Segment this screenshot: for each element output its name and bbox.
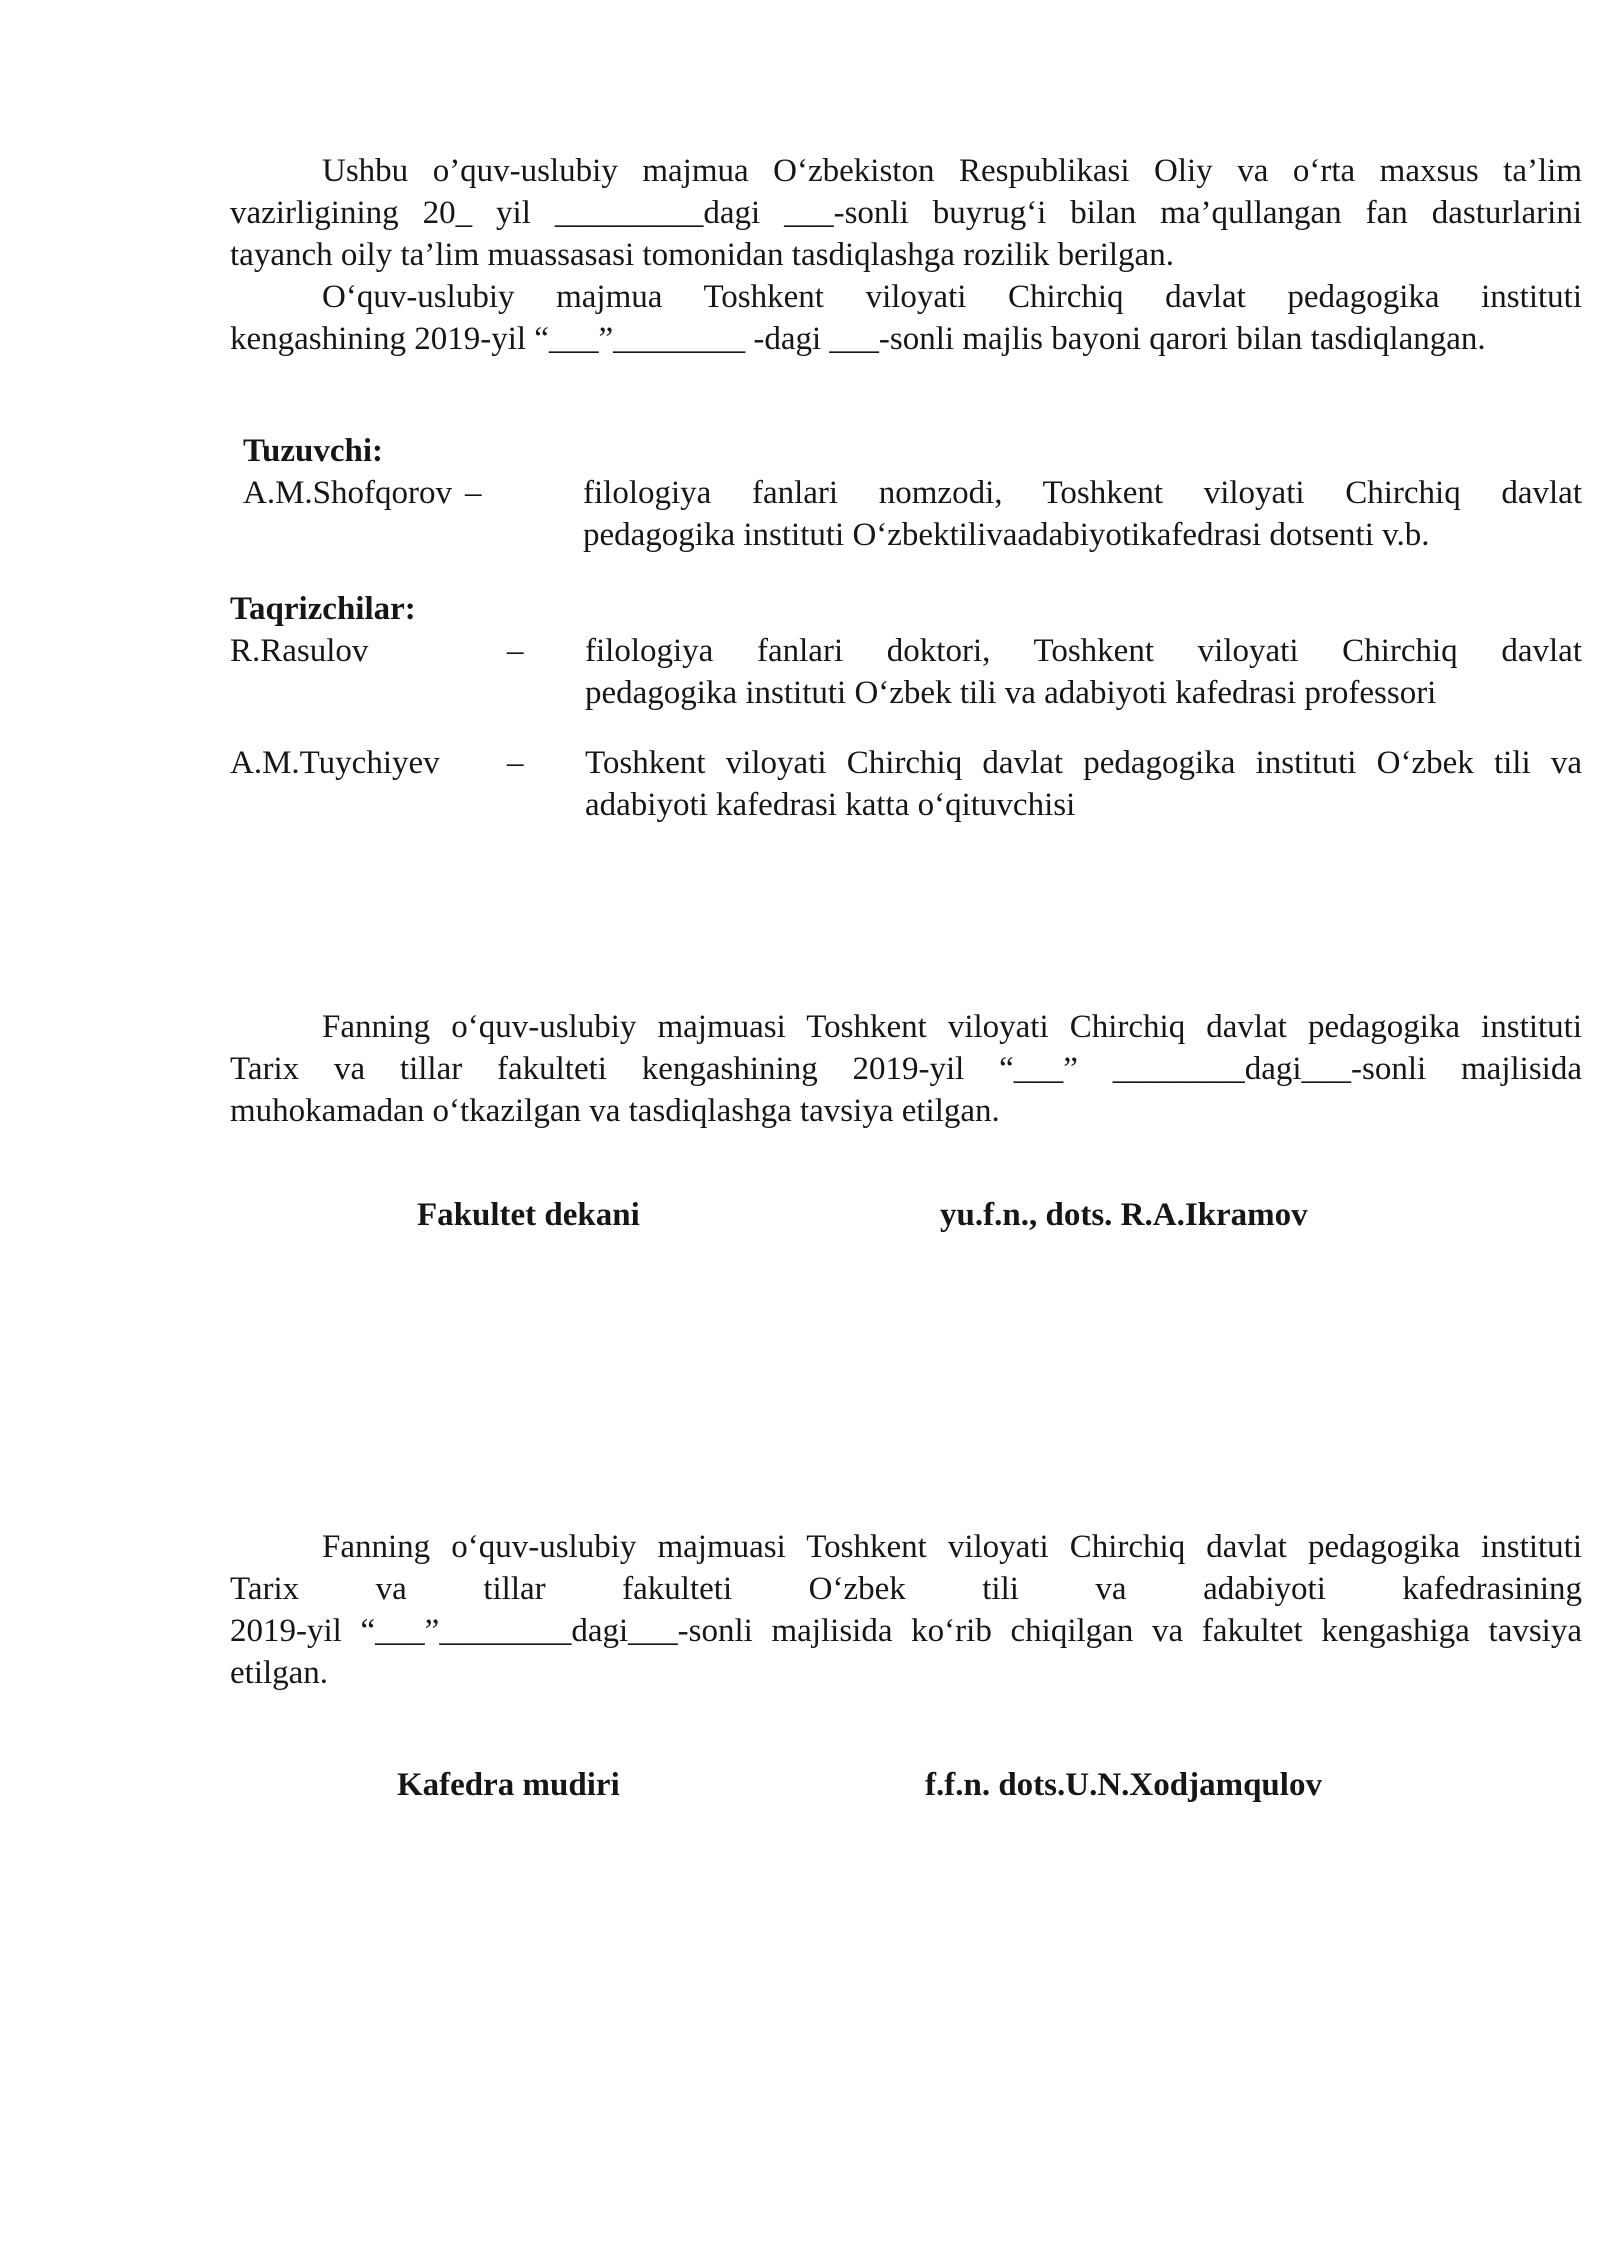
author-row [230, 472, 1582, 556]
approval-paragraph [230, 150, 1582, 276]
text-line: pedagogika instituti Oʻzbektilivaadabiyotikafedrasi dotsenti v.b. [583, 517, 1430, 553]
text-line: Tarix va tillar fakulteti kengashining 2019-yil “___” ________dagi___-sonli majlisida [230, 1051, 1582, 1087]
reviewer-description [585, 630, 1582, 714]
department-head-role-label: Kafedra mudiri [397, 1767, 620, 1803]
faculty-paragraph [230, 1006, 1582, 1132]
department-head-signature-row [230, 1764, 1582, 1806]
department-head-name: f.f.n. dots.U.N.Xodjamqulov [924, 1767, 1322, 1803]
text-line: etilgan. [230, 1655, 329, 1691]
text-line: filologiya fanlari nomzodi, Toshkent viloyati Chirchiq davlat [583, 475, 1582, 511]
authors-heading: Tuzuvchi: [243, 433, 383, 469]
text-line: vazirligining 20_ yil _________dagi ___-sonli buyrugʻi bilan ma’qullangan fan dasturlarini [230, 195, 1582, 231]
author-name: A.M.Shofqorov [243, 475, 453, 511]
dash-separator: – [507, 633, 524, 669]
text-line: pedagogika instituti Oʻzbek tili va adabiyoti kafedrasi professori [585, 675, 1437, 711]
dash-separator: – [465, 475, 482, 511]
text-line: kengashining 2019-yil “___”________ -dagi ___-sonli majlis bayoni qarori bilan tasdiqlangan. [230, 321, 1486, 357]
reviewer-name: R.Rasulov [230, 633, 369, 669]
text-line: filologiya fanlari doktori, Toshkent viloyati Chirchiq davlat [585, 633, 1582, 669]
dean-signature-row [230, 1194, 1582, 1236]
author-description [583, 472, 1582, 556]
text-line: 2019-yil “___”________dagi___-sonli majlisida koʻrib chiqilgan va fakultet kengashiga tavsiya [230, 1613, 1582, 1649]
dash-separator: – [507, 745, 524, 781]
council-paragraph [230, 276, 1582, 360]
text-line: Oʻquv-uslubiy majmua Toshkent viloyati Chirchiq davlat pedagogika instituti [322, 279, 1582, 315]
reviewer-description [585, 742, 1582, 826]
text-line: Fanning oʻquv-uslubiy majmuasi Toshkent viloyati Chirchiq davlat pedagogika instituti [322, 1529, 1582, 1565]
department-paragraph [230, 1526, 1582, 1694]
text-line: Ushbu o’quv-uslubiy majmua Oʻzbekiston Respublikasi Oliy va oʻrta maxsus ta’lim [322, 153, 1582, 189]
reviewer-row [230, 630, 1582, 714]
text-line: adabiyoti kafedrasi katta oʻqituvchisi [585, 787, 1076, 823]
reviewer-row [230, 742, 1582, 826]
dean-role-label: Fakultet dekani [417, 1197, 640, 1233]
text-line: muhokamadan oʻtkazilgan va tasdiqlashga tavsiya etilgan. [230, 1093, 1000, 1129]
text-line: Tarix va tillar fakulteti Oʻzbek tili va adabiyoti kafedrasining [230, 1571, 1582, 1607]
reviewers-heading: Taqrizchilar: [230, 591, 416, 627]
dean-name: yu.f.n., dots. R.A.Ikramov [940, 1197, 1308, 1233]
text-line: tayanch oily ta’lim muassasasi tomonidan tasdiqlashga rozilik berilgan. [230, 237, 1174, 273]
reviewer-name: A.M.Tuychiyev [230, 745, 440, 781]
text-line: Fanning oʻquv-uslubiy majmuasi Toshkent viloyati Chirchiq davlat pedagogika instituti [322, 1009, 1582, 1045]
text-line: Toshkent viloyati Chirchiq davlat pedagogika instituti Oʻzbek tili va [585, 745, 1582, 781]
